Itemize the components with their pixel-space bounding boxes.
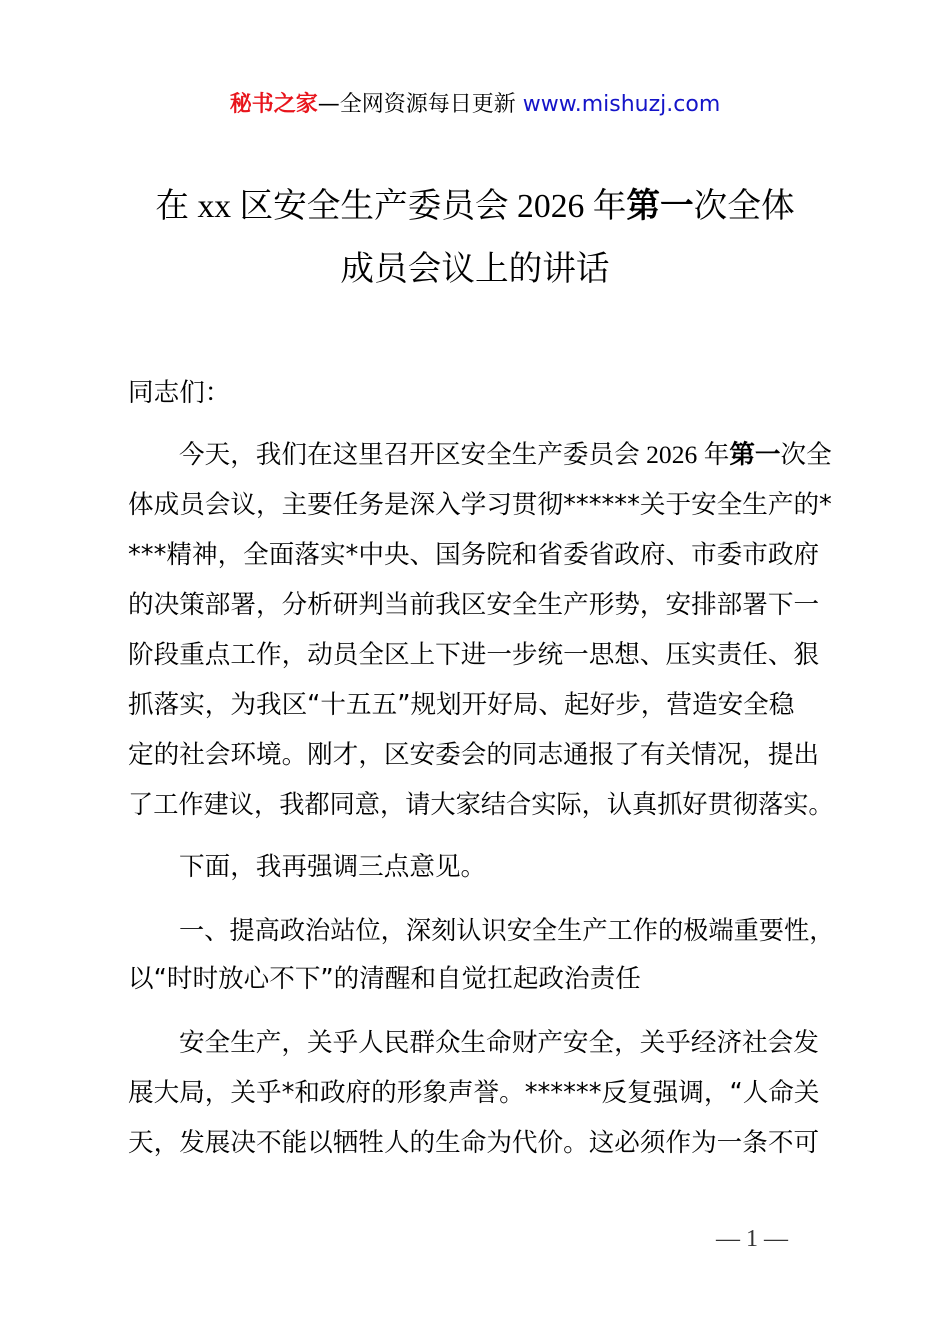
section-heading-1-line-2: 以“时时放心不下”的清醒和自觉扛起政治责任 [128, 964, 641, 994]
paragraph-3-line-2: 展大局，关乎*和政府的形象声誉。******反复强调，“人命关 [128, 1078, 820, 1108]
title-xx-text: xx [197, 188, 232, 225]
paragraph-2: 下面，我再强调三点意见。 [179, 852, 487, 882]
title-text: 在 [155, 186, 190, 226]
paragraph-1-line-1 [179, 435, 832, 475]
paragraph-1-line-2: 体成员会议，主要任务是深入学习贯彻******关于安全生产的* [128, 490, 832, 520]
site-brand: 秘书之家 [229, 92, 318, 117]
site-tagline: —全网资源每日更新 [317, 92, 516, 117]
text: 今天，我们在这里召开区安全生产委员会 [179, 440, 640, 470]
year-text: 2026 [646, 440, 698, 469]
paragraph-3-line-1: 安全生产，关乎人民群众生命财产安全，关乎经济社会发 [179, 1028, 819, 1058]
salutation: 同志们： [128, 378, 231, 408]
paragraph-1-line-7: 定的社会环境。刚才，区安委会的同志通报了有关情况，提出 [128, 740, 820, 770]
title-text: 次全体 [693, 186, 795, 226]
text: 次全 [780, 440, 832, 470]
title-bold: 第一 [626, 186, 694, 226]
paragraph-3-line-3: 天，发展决不能以牺牲人的生命为代价。这必须作为一条不可 [128, 1128, 820, 1158]
page-number: — 1 — [716, 1226, 788, 1252]
site-url-link[interactable]: www.mishuzj.com [522, 92, 721, 117]
title-year-text: 2026 [517, 188, 585, 225]
document-title-line-1 [5, 186, 945, 227]
title-text: 年 [592, 186, 627, 226]
title-xx [189, 188, 239, 225]
paragraph-1-line-5: 阶段重点工作，动员全区上下进一步统一思想、压实责任、狠 [128, 640, 820, 670]
section-heading-1-line-1: 一、提高政治站位，深刻认识安全生产工作的极端重要性， [179, 916, 835, 946]
text: 年 [703, 440, 730, 470]
year [640, 440, 704, 469]
paragraph-1-line-3: ***精神，全面落实*中央、国务院和省委省政府、市委市政府 [128, 540, 820, 570]
site-header [0, 88, 950, 122]
paragraph-1-line-8: 了工作建议，我都同意，请大家结合实际，认真抓好贯彻落实。 [128, 790, 834, 820]
document-title-line-2: 成员会议上的讲话 [340, 249, 610, 289]
title-year [509, 188, 593, 225]
title-text: 区安全生产委员会 [239, 186, 509, 226]
bold-text: 第一 [729, 440, 781, 470]
paragraph-1-line-6: 抓落实，为我区“十五五”规划开好局、起好步，营造安全稳 [128, 690, 795, 720]
paragraph-1-line-4: 的决策部署，分析研判当前我区安全生产形势，安排部署下一 [128, 590, 820, 620]
